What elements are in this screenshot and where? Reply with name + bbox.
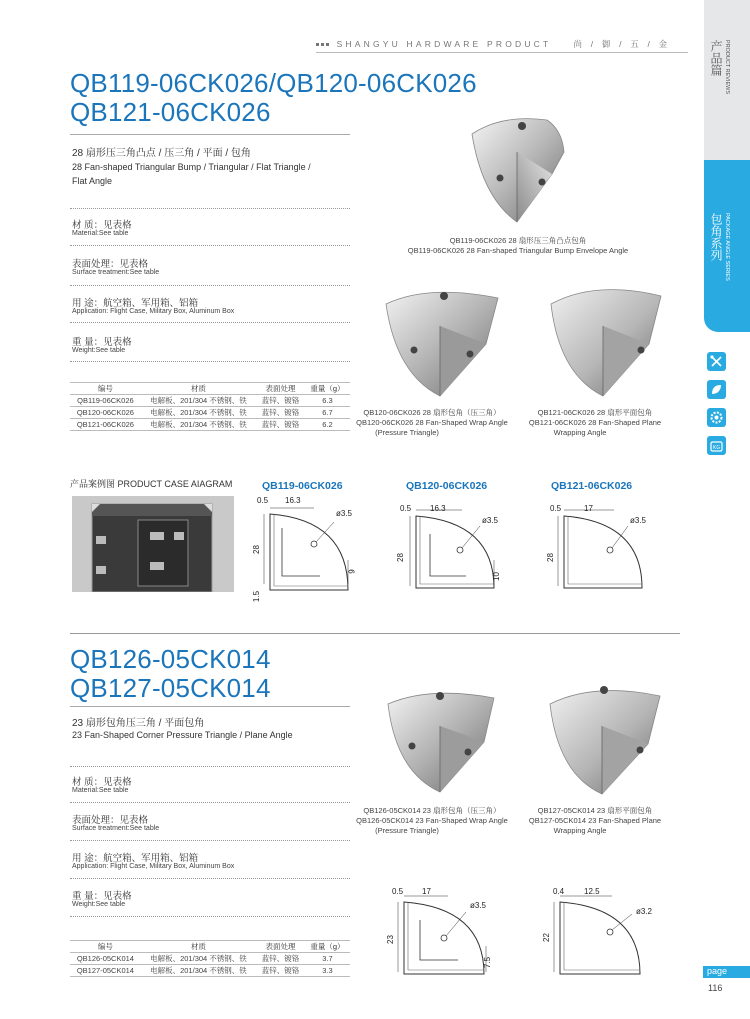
caption-qb120-en: QB120-06CK026 28 Fan-Shaped Wrap Angle — [356, 418, 508, 427]
sidebar-product-en: PRODUCT REVIEWS — [724, 40, 730, 94]
cell-weight: 6.2 — [305, 419, 350, 431]
attr-surface: 表面处理：见表格 — [72, 259, 149, 270]
drawing3-model: QB121-06CK026 — [551, 480, 633, 492]
section-divider — [70, 633, 680, 634]
caption-qb121-en: QB121-06CK026 28 Fan-Shaped Plane — [528, 418, 662, 427]
cell-code: QB119-06CK026 — [70, 395, 141, 407]
drawing-qb127 — [540, 890, 660, 990]
attr-surface: 表面处理：见表格 — [72, 815, 149, 826]
cell-weight: 6.7 — [305, 407, 350, 419]
caption-qb126-en: QB126-05CK014 23 Fan-Shaped Wrap Angle — [356, 816, 508, 825]
dim-qb121-top1: 0.5 — [550, 504, 562, 513]
svg-text:KG: KG — [712, 445, 721, 451]
header-brand — [316, 38, 670, 50]
drawing2-model: QB120-06CK026 — [406, 480, 488, 492]
product-image-qb121 — [545, 282, 669, 402]
cell-weight: 6.3 — [305, 395, 350, 407]
dim-qb121-left: 28 — [545, 553, 555, 562]
dim-qb126-top2: 17 — [422, 887, 431, 896]
divider — [70, 840, 350, 841]
attr-weight-en: Weight:See table — [72, 347, 126, 354]
table-row — [70, 419, 350, 431]
page-number: 116 — [708, 983, 723, 993]
cell-material: 电解板、201/304 不锈钢、铁 — [141, 407, 256, 419]
drawing1-model: QB119-06CK026 — [262, 480, 343, 492]
product-image-qb120 — [378, 284, 506, 402]
dim-qb119-hole: ø3.5 — [336, 509, 353, 518]
col-material: 材质 — [141, 941, 256, 953]
sidebar-product-zh: 产品篇 — [709, 40, 723, 76]
dim-qb127-hole: ø3.2 — [636, 907, 653, 916]
gear-icon[interactable] — [707, 408, 726, 427]
section1-title-line1: QB119-06CK026/QB120-06CK026 — [70, 68, 477, 98]
dim-qb126-left: 23 — [385, 935, 395, 944]
dim-qb127-top1: 0.4 — [553, 887, 565, 896]
section2-title-line2: QB127-05CK014 — [70, 673, 271, 703]
col-weight: 重量（g） — [305, 383, 350, 395]
caption-qb120-en2: (Pressure Triangle) — [375, 428, 439, 437]
attr-weight: 重 量：见表格 — [72, 891, 132, 902]
brand-en: SHANGYU HARDWARE PRODUCT — [336, 39, 552, 49]
section2-subtitle-zh: 23 扇形包角压三角 / 平面包角 — [72, 718, 205, 729]
cell-surface: 蓝锌、镀铬 — [256, 419, 305, 431]
section1-title-rule — [70, 134, 350, 135]
col-material: 材质 — [141, 383, 256, 395]
attr-material-en: Material:See table — [72, 230, 129, 237]
divider — [70, 208, 350, 209]
cell-surface: 蓝锌、镀铬 — [256, 953, 305, 965]
dim-qb120-top1: 0.5 — [400, 504, 412, 513]
col-code: 编号 — [70, 941, 141, 953]
dim-qb119-bottom: 1.5 — [252, 590, 262, 603]
section1-title-line2: QB121-06CK026 — [70, 97, 271, 127]
cell-surface: 蓝锌、镀铬 — [256, 395, 305, 407]
dim-qb126-hole: ø3.5 — [470, 901, 487, 910]
col-surface: 表面处理 — [256, 941, 305, 953]
leaf-icon[interactable] — [707, 380, 726, 399]
attr-weight: 重 量：见表格 — [72, 337, 132, 348]
divider — [70, 878, 350, 879]
caption-qb127-en2: Wrapping Angle — [553, 826, 607, 835]
cell-material: 电解板、201/304 不锈钢、铁 — [141, 395, 256, 407]
cell-weight: 3.7 — [305, 953, 350, 965]
sidebar-active-zh: 包角系列 — [709, 213, 723, 261]
caption-qb127-en: QB127-05CK014 23 Fan-Shaped Plane — [528, 816, 662, 825]
section2-title-rule — [70, 706, 350, 707]
table-header-row — [70, 941, 350, 953]
dim-qb119-top2: 16.3 — [285, 496, 301, 505]
case-photo — [72, 496, 234, 592]
product-image-qb126 — [380, 686, 502, 798]
dim-qb127-left: 22 — [541, 933, 551, 942]
divider — [70, 802, 350, 803]
cell-code: QB120-06CK026 — [70, 407, 141, 419]
attr-usage-en: Application: Flight Case, Military Box, Aluminum Box — [72, 308, 235, 315]
cell-material: 电解板、201/304 不锈钢、铁 — [141, 965, 256, 977]
dim-qb120-right: 10 — [491, 572, 501, 581]
product-image-qb127 — [544, 684, 668, 800]
kg-scale-icon[interactable] — [707, 436, 726, 455]
cell-surface: 蓝锌、镀铬 — [256, 407, 305, 419]
attr-material: 材 质：见表格 — [72, 777, 132, 788]
cell-code: QB121-06CK026 — [70, 419, 141, 431]
dim-qb119-left: 28 — [251, 545, 261, 554]
cell-code: QB126-05CK014 — [70, 953, 141, 965]
table-row — [70, 965, 350, 977]
dim-qb120-left: 28 — [395, 553, 405, 562]
col-surface: 表面处理 — [256, 383, 305, 395]
dim-qb119-top1: 0.5 — [257, 496, 269, 505]
col-code: 编号 — [70, 383, 141, 395]
cell-weight: 3.3 — [305, 965, 350, 977]
divider — [70, 916, 350, 917]
header-rule — [316, 52, 688, 53]
attr-surface-en: Surface treatment:See table — [72, 825, 160, 832]
cell-material: 电解板、201/304 不锈钢、铁 — [141, 953, 256, 965]
caption-qb120-zh: QB120-06CK026 28 扇形包角（压三角） — [363, 408, 501, 417]
caption-qb121-zh: QB121-06CK026 28 扇形平面包角 — [537, 408, 653, 417]
dim-qb126-top1: 0.5 — [392, 887, 404, 896]
section2-subtitle-en: 23 Fan-Shaped Corner Pressure Triangle / Plane Angle — [72, 730, 293, 740]
sidebar-active-en: PACKAGE ANGLE SERIES — [724, 213, 730, 281]
dim-qb127-top2: 12.5 — [584, 887, 600, 896]
dim-qb119-right: 9 — [347, 569, 357, 574]
caption-qb121-en2: Wrapping Angle — [553, 428, 607, 437]
attr-weight-en: Weight:See table — [72, 901, 126, 908]
attr-material: 材 质：见表格 — [72, 220, 132, 231]
caption-qb127-zh: QB127-05CK014 23 扇形平面包角 — [537, 806, 653, 815]
dim-qb121-hole: ø3.5 — [630, 516, 647, 525]
divider — [70, 766, 350, 767]
table-header-row — [70, 383, 350, 395]
attr-material-en: Material:See table — [72, 787, 129, 794]
dim-qb121-top2: 17 — [584, 504, 593, 513]
table-row — [70, 407, 350, 419]
attr-usage: 用 途：航空箱、军用箱、铝箱 — [72, 298, 199, 309]
divider — [70, 285, 350, 286]
tools-icon[interactable] — [707, 352, 726, 371]
section1-spec-table — [70, 382, 350, 431]
section2-spec-table — [70, 940, 350, 977]
section1-subtitle-zh: 28 扇形压三角凸点 / 压三角 / 平面 / 包角 — [72, 148, 251, 159]
caption-qb119-en: QB119-06CK026 28 Fan-shaped Triangular Bump Envelope Angle — [407, 246, 629, 255]
caption-qb126-zh: QB126-05CK014 23 扇形包角（压三角） — [363, 806, 501, 815]
divider — [70, 361, 350, 362]
caption-qb126-en2: (Pressure Triangle) — [375, 826, 439, 835]
dim-qb120-hole: ø3.5 — [482, 516, 499, 525]
page-label: page — [707, 966, 728, 976]
table-row — [70, 395, 350, 407]
section2-title-line1: QB126-05CK014 — [70, 644, 271, 674]
col-weight: 重量（g） — [305, 941, 350, 953]
table-row — [70, 953, 350, 965]
dim-qb126-right: 7.5 — [483, 956, 493, 969]
cell-surface: 蓝锌、镀铬 — [256, 965, 305, 977]
attr-usage: 用 途：航空箱、军用箱、铝箱 — [72, 853, 199, 864]
attr-usage-en: Application: Flight Case, Military Box, Aluminum Box — [72, 863, 235, 870]
divider — [70, 322, 350, 323]
case-diagram-label: 产品案例图 PRODUCT CASE AIAGRAM — [70, 479, 233, 489]
cell-material: 电解板、201/304 不锈钢、铁 — [141, 419, 256, 431]
dim-qb120-top2: 16.3 — [430, 504, 446, 513]
section1-subtitle-en-1: 28 Fan-shaped Triangular Bump / Triangular / Flat Triangle / — [72, 162, 311, 172]
brand-zh: 尚 / 御 / 五 / 金 — [573, 39, 671, 49]
divider — [70, 245, 350, 246]
attr-surface-en: Surface treatment:See table — [72, 269, 160, 276]
cell-code: QB127-05CK014 — [70, 965, 141, 977]
product-image-qb119 — [462, 112, 574, 232]
caption-qb119-zh: QB119-06CK026 28 扇形压三角凸点包角 — [449, 236, 587, 245]
section1-subtitle-en-2: Flat Angle — [72, 176, 113, 186]
